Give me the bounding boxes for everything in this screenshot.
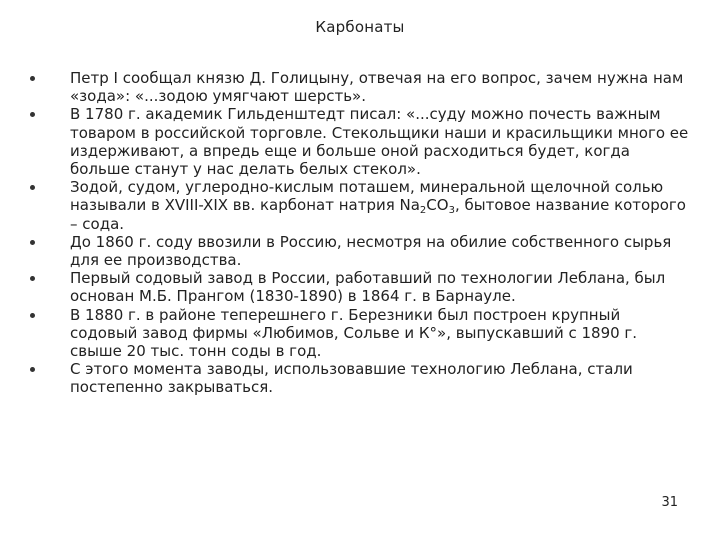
list-item [27, 269, 692, 305]
list-item [27, 178, 692, 233]
bullet-text-part: CO [426, 196, 449, 215]
bullet-text: Первый содовый завод в России, работавший по технологии Леблана, был основан М.Б. Прангом (1830-1890) в 1864 г. в Барнауле. [70, 269, 666, 306]
list-item [27, 69, 692, 105]
subscript: 2 [419, 205, 427, 217]
bullet-dot-icon [30, 185, 35, 190]
bullet-dot-icon [30, 276, 35, 281]
page-number: 31 [661, 495, 678, 510]
subscript: 3 [448, 205, 455, 217]
bullet-text: В 1880 г. в районе теперешнего г. Березники был построен крупный содовый завод фирмы «Любимов, Сольве и К°», выпускавший с 1890 г. свыше 20 тыс. тонн соды в год. [70, 305, 638, 361]
list-item [27, 105, 692, 178]
list-item [27, 360, 692, 396]
bullet-dot-icon [30, 112, 35, 117]
bullet-text-part: Зодой, судом, углеродно-кислым поташем, минеральной щелочной солью называли в XVIII-XIX вв. карбонат натрия Na [70, 178, 664, 215]
bullet-text: В 1780 г. академик Гильденштедт писал: «...суду можно почесть важным товаром в российской торговле. Стекольщики наши и красильщики много ее издерживают, а впредь еще и больше оной расходиться будет, когда больше станут у нас делать белых стекол». [70, 105, 689, 179]
bullet-text-part: , бытовое название которого – сода. [70, 196, 686, 233]
bullet-dot-icon [30, 240, 35, 245]
bullet-text: Петр I сообщал князю Д. Голицыну, отвечая на его вопрос, зачем нужна нам «зода»: «...зодою умягчают шерсть». [70, 69, 684, 106]
list-item [27, 233, 692, 269]
slide-title: Карбонаты [315, 18, 405, 36]
bullet-dot-icon [30, 76, 35, 81]
bullet-text: С этого момента заводы, использовавшие технологию Леблана, стали постепенно закрываться. [70, 360, 633, 397]
list-item [27, 306, 692, 361]
bullet-list [27, 69, 692, 397]
bullet-text: До 1860 г. соду ввозили в Россию, несмотря на обилие собственного сырья для ее производства. [70, 232, 672, 270]
bullet-dot-icon [30, 367, 35, 372]
bullet-dot-icon [30, 313, 35, 318]
bullet-text [70, 178, 686, 232]
